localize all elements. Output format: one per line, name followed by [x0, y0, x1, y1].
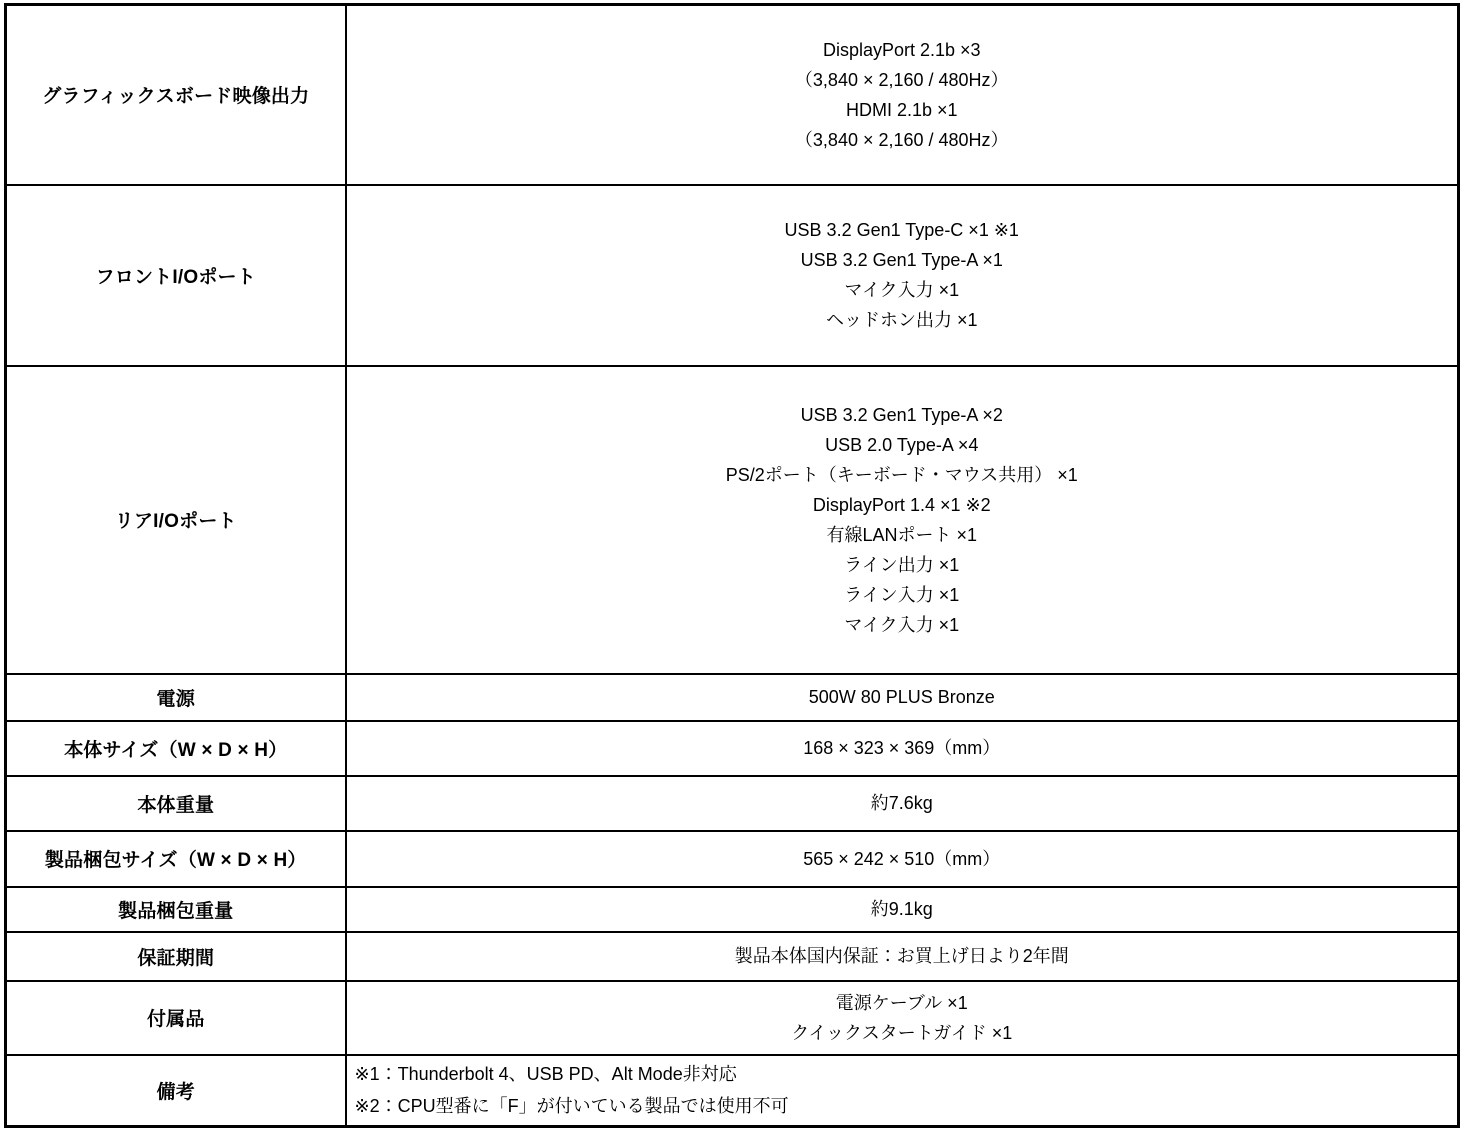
table-row	[6, 5, 1459, 185]
spec-value-line: 製品本体国内保証：お買上げ日より2年間	[734, 946, 1069, 966]
spec-value-line: ライン入力 ×1	[844, 584, 960, 605]
spec-row-label: 電源	[6, 674, 346, 721]
spec-value-line: ヘッドホン出力 ×1	[825, 310, 978, 330]
spec-row-label: 付属品	[6, 981, 346, 1055]
spec-value-line: DisplayPort 1.4 ×1 ※2	[812, 494, 991, 515]
spec-value-line: USB 3.2 Gen1 Type-A ×1	[800, 250, 1003, 270]
spec-row-value	[346, 887, 1459, 932]
spec-row-label: フロントI/Oポート	[6, 185, 346, 366]
spec-value-line: マイク入力 ×1	[844, 614, 960, 635]
spec-row-value	[346, 185, 1459, 366]
spec-value-line: ※1：Thunderbolt 4、USB PD、Alt Mode非対応	[354, 1064, 737, 1085]
spec-value-line: （3,840 × 2,160 / 480Hz）	[794, 69, 1009, 90]
table-row	[6, 721, 1459, 776]
table-row	[6, 981, 1459, 1055]
table-row	[6, 831, 1459, 887]
spec-row-label: 備考	[6, 1055, 346, 1127]
spec-value-line: USB 3.2 Gen1 Type-A ×2	[800, 404, 1003, 425]
table-row	[6, 1055, 1459, 1127]
spec-row-value	[346, 831, 1459, 887]
spec-row-label: 本体重量	[6, 776, 346, 831]
spec-value-line: 500W 80 PLUS Bronze	[808, 687, 995, 707]
table-row	[6, 932, 1459, 981]
spec-value-line: 168 × 323 × 369（mm）	[803, 738, 1001, 758]
spec-value-line: 電源ケーブル ×1	[835, 992, 968, 1013]
spec-value-line: DisplayPort 2.1b ×3	[822, 39, 981, 60]
spec-row-label: 製品梱包重量	[6, 887, 346, 932]
spec-row-value	[346, 776, 1459, 831]
table-row	[6, 674, 1459, 721]
spec-value-line: USB 2.0 Type-A ×4	[825, 434, 979, 455]
spec-value-line: PS/2ポート（キーボード・マウス共用） ×1	[725, 464, 1078, 485]
table-row	[6, 887, 1459, 932]
spec-value-line: クイックスタートガイド ×1	[791, 1022, 1013, 1043]
spec-row-value	[346, 981, 1459, 1055]
spec-row-label: グラフィックスボード映像出力	[6, 5, 346, 185]
spec-row-label: リアI/Oポート	[6, 366, 346, 674]
spec-row-label: 本体サイズ（W × D × H）	[6, 721, 346, 776]
spec-row-label: 製品梱包サイズ（W × D × H）	[6, 831, 346, 887]
spec-row-value	[346, 366, 1459, 674]
spec-row-value	[346, 1055, 1459, 1127]
spec-row-value	[346, 721, 1459, 776]
spec-value-line: ※2：CPU型番に「F」が付いている製品では使用不可	[354, 1096, 789, 1117]
spec-value-line: ライン出力 ×1	[844, 554, 960, 575]
spec-value-line: 約9.1kg	[870, 899, 933, 919]
spec-value-line: USB 3.2 Gen1 Type-C ×1 ※1	[784, 220, 1019, 240]
spec-row-value	[346, 674, 1459, 721]
spec-value-line: HDMI 2.1b ×1	[845, 99, 958, 120]
spec-row-value	[346, 932, 1459, 981]
spec-value-line: （3,840 × 2,160 / 480Hz）	[794, 129, 1009, 150]
spec-value-line: 565 × 242 × 510（mm）	[803, 848, 1001, 869]
spec-value-line: 約7.6kg	[870, 793, 933, 813]
spec-row-label: 保証期間	[6, 932, 346, 981]
spec-value-line: マイク入力 ×1	[844, 280, 960, 300]
spec-table-body	[6, 5, 1459, 1127]
spec-value-line: 有線LANポート ×1	[826, 524, 978, 545]
table-row	[6, 366, 1459, 674]
spec-row-value	[346, 5, 1459, 185]
spec-table	[4, 3, 1460, 1128]
table-row	[6, 185, 1459, 366]
table-row	[6, 776, 1459, 831]
